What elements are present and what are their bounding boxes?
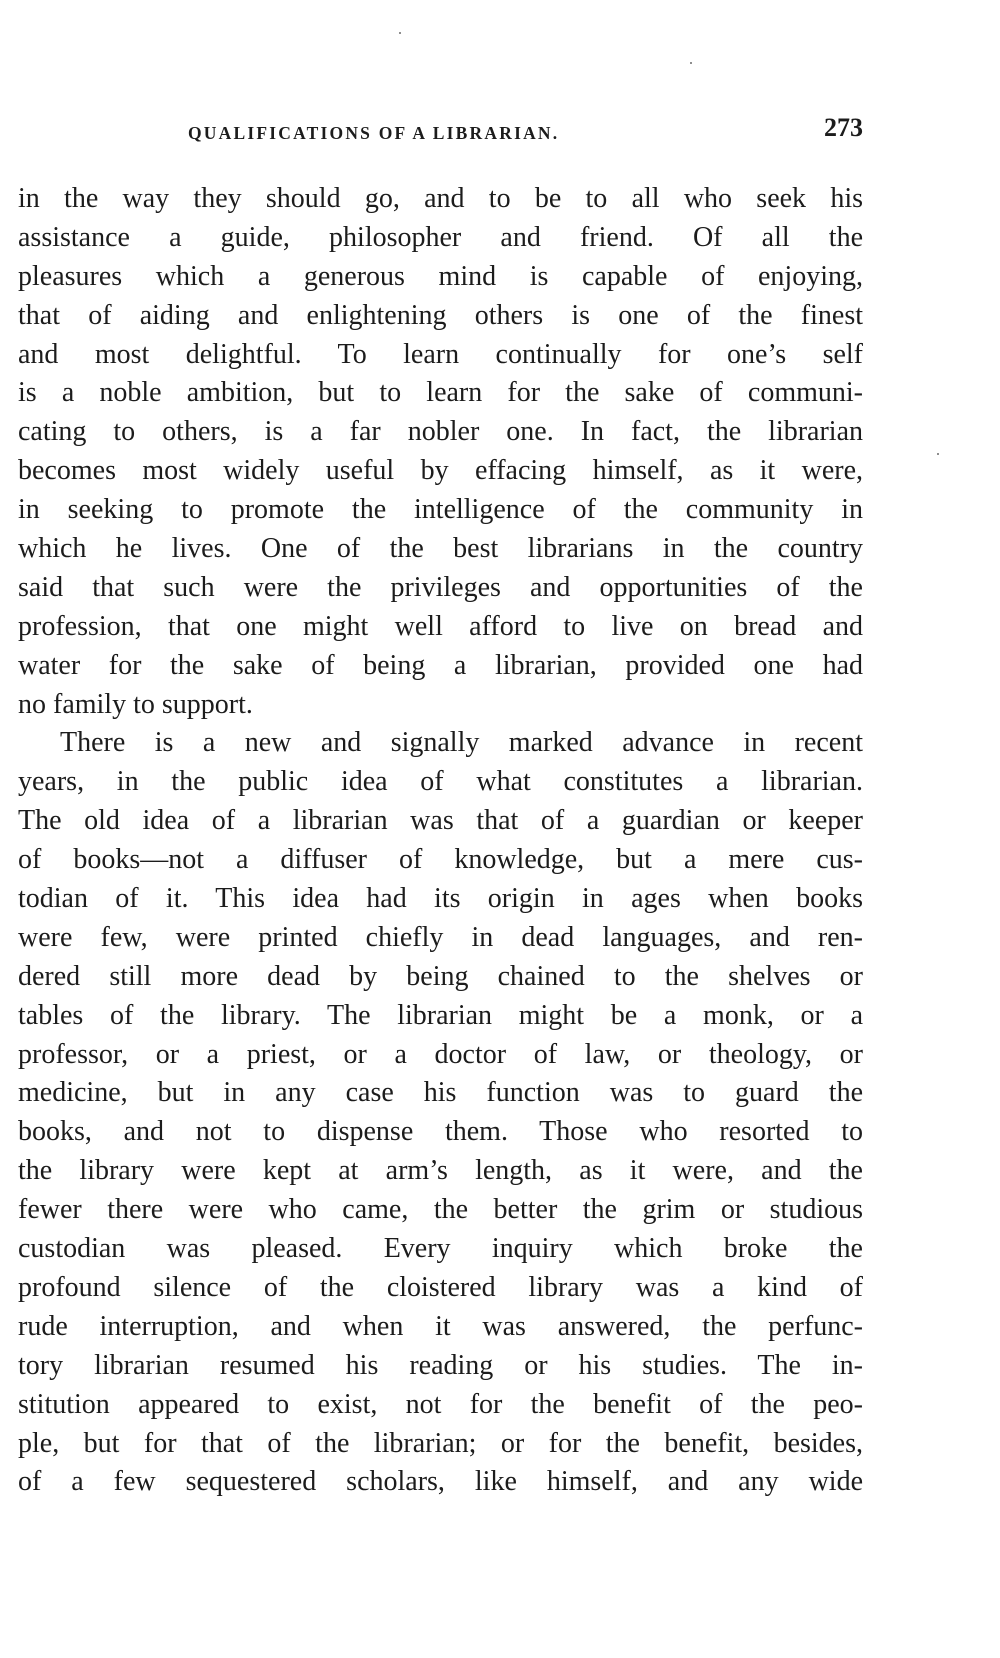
text-line: is a noble ambition, but to learn for the sake of communi- bbox=[18, 377, 863, 409]
scan-speck bbox=[937, 453, 939, 455]
text-line: tables of the library. The librarian might be a monk, or a bbox=[18, 999, 863, 1031]
page-number: 273 bbox=[824, 113, 863, 142]
text-line: custodian was pleased. Every inquiry which broke the bbox=[18, 1233, 863, 1265]
text-line: professor, or a priest, or a doctor of law, or theology, or bbox=[18, 1038, 863, 1070]
scan-speck bbox=[690, 62, 692, 64]
text-line: the library were kept at arm’s length, as it were, and the bbox=[18, 1155, 863, 1187]
text-line: fewer there were who came, the better the grim or studious bbox=[18, 1194, 863, 1226]
running-head bbox=[18, 113, 863, 153]
text-line: in the way they should go, and to be to all who seek his bbox=[18, 183, 863, 214]
text-line: books, and not to dispense them. Those who resorted to bbox=[18, 1116, 863, 1148]
body-text bbox=[18, 180, 863, 1502]
text-line: tory librarian resumed his reading or his studies. The in- bbox=[18, 1349, 863, 1381]
text-line: years, in the public idea of what constitutes a librarian. bbox=[18, 766, 863, 798]
text-line: rude interruption, and when it was answered, the perfunc- bbox=[18, 1310, 863, 1342]
text-line: pleasures which a generous mind is capable of enjoying, bbox=[18, 260, 863, 292]
text-line: that of aiding and enlightening others is one of the finest bbox=[18, 299, 863, 331]
text-line: in seeking to promote the intelligence of the community in bbox=[18, 494, 863, 526]
text-line: said that such were the privileges and opportunities of the bbox=[18, 571, 863, 603]
text-line: There is a new and signally marked advance in recent bbox=[60, 727, 863, 759]
text-line: which he lives. One of the best librarians in the country bbox=[18, 533, 863, 565]
text-line: of books—not a diffuser of knowledge, but a mere cus- bbox=[18, 844, 863, 876]
text-line: assistance a guide, philosopher and friend. Of all the bbox=[18, 221, 863, 253]
text-line: were few, were printed chiefly in dead languages, and ren- bbox=[18, 921, 863, 953]
text-line: profound silence of the cloistered library was a kind of bbox=[18, 1271, 863, 1303]
text-line: The old idea of a librarian was that of a guardian or keeper bbox=[18, 805, 863, 837]
text-line: becomes most widely useful by effacing himself, as it were, bbox=[18, 455, 863, 487]
paragraph-2 bbox=[18, 724, 863, 1502]
text-line: profession, that one might well afford to live on bread and bbox=[18, 610, 863, 642]
scan-speck bbox=[399, 32, 401, 34]
text-line: cating to others, is a far nobler one. In fact, the librarian bbox=[18, 416, 863, 448]
text-line: dered still more dead by being chained to the shelves or bbox=[18, 960, 863, 992]
text-line: no family to support. bbox=[18, 688, 253, 720]
running-title: QUALIFICATIONS OF A LIBRARIAN. bbox=[188, 123, 560, 143]
text-line: ple, but for that of the librarian; or for the benefit, besides, bbox=[18, 1427, 863, 1459]
text-line: of a few sequestered scholars, like himself, and any wide bbox=[18, 1466, 863, 1498]
text-line: stitution appeared to exist, not for the benefit of the peo- bbox=[18, 1388, 863, 1420]
text-line: and most delightful. To learn continually for one’s self bbox=[18, 338, 863, 370]
paragraph-1 bbox=[18, 180, 863, 724]
text-line: todian of it. This idea had its origin in ages when books bbox=[18, 883, 863, 915]
text-line: water for the sake of being a librarian, provided one had bbox=[18, 649, 863, 681]
text-line: medicine, but in any case his function was to guard the bbox=[18, 1077, 863, 1109]
